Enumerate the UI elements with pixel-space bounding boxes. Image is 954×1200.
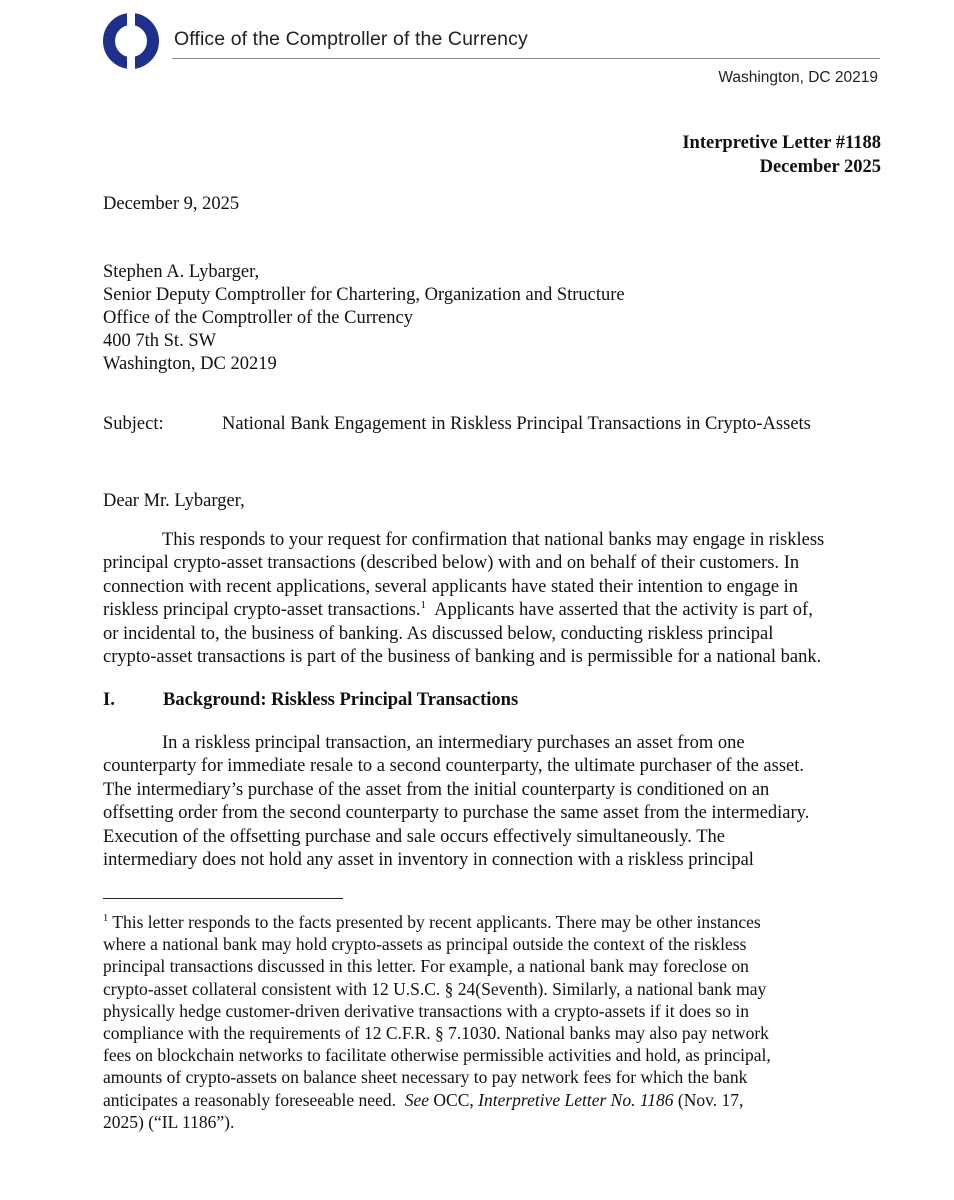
- header-address: Washington, DC 20219: [718, 69, 878, 86]
- addressee-office: Office of the Comptroller of the Currency: [103, 308, 413, 328]
- footnote-line: principal transactions discussed in this letter. For example, a national bank may foreclose on: [103, 956, 749, 977]
- footnote-line: where a national bank may hold crypto-assets as principal outside the context of the riskless: [103, 934, 747, 955]
- paragraph-line: crypto-asset transactions is part of the business of banking and is permissible for a national bank.: [103, 647, 822, 668]
- footnote-line: physically hedge customer-driven derivative transactions with a crypto-assets if it does so in: [103, 1000, 750, 1021]
- background-paragraph: [103, 732, 879, 872]
- paragraph-text: riskless principal crypto-asset transactions.: [103, 600, 421, 621]
- paragraph-line: This responds to your request for confirmation that national banks may engage in riskless: [162, 530, 825, 550]
- addressee-title: Senior Deputy Comptroller for Chartering, Organization and Structure: [103, 285, 625, 305]
- footnote-line: amounts of crypto-assets on balance sheet necessary to pay network fees for which the bank: [103, 1067, 748, 1088]
- paragraph-line: counterparty for immediate resale to a second counterparty, the ultimate purchaser of the asset.: [103, 756, 805, 777]
- footnote-line: compliance with the requirements of 12 C.F.R. § 7.1030. National banks may also pay network: [103, 1023, 769, 1044]
- paragraph-line: offsetting order from the second counterparty to purchase the same asset from the intermediary.: [103, 803, 810, 824]
- footnote-line: [103, 911, 879, 933]
- letter-number: Interpretive Letter #1188: [682, 133, 881, 153]
- paragraph-line: connection with recent applications, several applicants have stated their intention to engage in: [103, 576, 799, 597]
- paragraph-line: intermediary does not hold any asset in inventory in connection with a riskless principal: [103, 850, 754, 871]
- footnote-line: fees on blockchain networks to facilitate otherwise permissible activities and hold, as principal,: [103, 1045, 771, 1066]
- subject-text: National Bank Engagement in Riskless Principal Transactions in Crypto-Assets: [222, 414, 811, 434]
- paragraph-line: [103, 599, 879, 622]
- paragraph-line: or incidental to, the business of banking. As discussed below, conducting riskless principal: [103, 623, 774, 644]
- salutation: Dear Mr. Lybarger,: [103, 491, 245, 511]
- footnote-line: 2025) (“IL 1186”).: [103, 1111, 235, 1132]
- footnote-divider: [103, 898, 343, 899]
- addressee-city: Washington, DC 20219: [103, 354, 277, 374]
- citation-signal: See: [404, 1089, 430, 1110]
- footnote-line: crypto-asset collateral consistent with 12 U.S.C. § 24(Seventh). Similarly, a national bank may: [103, 978, 767, 999]
- header-divider: [172, 58, 880, 59]
- letter-identifier: [682, 131, 881, 179]
- footnote-text: (Nov. 17,: [673, 1089, 744, 1110]
- citation-title: Interpretive Letter No. 1186: [478, 1089, 674, 1110]
- subject-label: Subject:: [103, 414, 164, 434]
- occ-logo-icon: [102, 12, 160, 70]
- paragraph-line: The intermediary’s purchase of the asset from the initial counterparty is conditioned on an: [103, 779, 770, 800]
- footnote-line: [103, 1089, 879, 1111]
- footnote-1: [103, 911, 879, 1133]
- paragraph-line: Execution of the offsetting purchase and sale occurs effectively simultaneously. The: [103, 826, 725, 847]
- paragraph-line: principal crypto-asset transactions (described below) with and on behalf of their customers. In: [103, 553, 800, 574]
- paragraph-line: In a riskless principal transaction, an intermediary purchases an asset from one: [162, 733, 745, 753]
- letter-date: December 9, 2025: [103, 194, 240, 214]
- footnote-text: anticipates a reasonably foreseeable need.: [103, 1089, 405, 1110]
- addressee-name: Stephen A. Lybarger,: [103, 262, 260, 282]
- footnote-number: 1: [103, 913, 109, 925]
- intro-paragraph: [103, 529, 879, 669]
- footnote-text: This letter responds to the facts presented by recent applicants. There may be other instances: [108, 912, 761, 932]
- addressee-block: [103, 261, 625, 376]
- agency-name: Office of the Comptroller of the Currency: [174, 28, 528, 50]
- paragraph-text: Applicants have asserted that the activity is part of,: [426, 600, 813, 621]
- letter-issue-month: December 2025: [759, 157, 881, 177]
- occ-logo: [102, 12, 160, 70]
- footnote-reference: 1: [420, 599, 426, 612]
- section-title: Background: Riskless Principal Transactions: [163, 690, 519, 710]
- footnote-text: OCC,: [429, 1089, 479, 1110]
- addressee-street: 400 7th St. SW: [103, 331, 217, 351]
- section-number: I.: [103, 690, 115, 710]
